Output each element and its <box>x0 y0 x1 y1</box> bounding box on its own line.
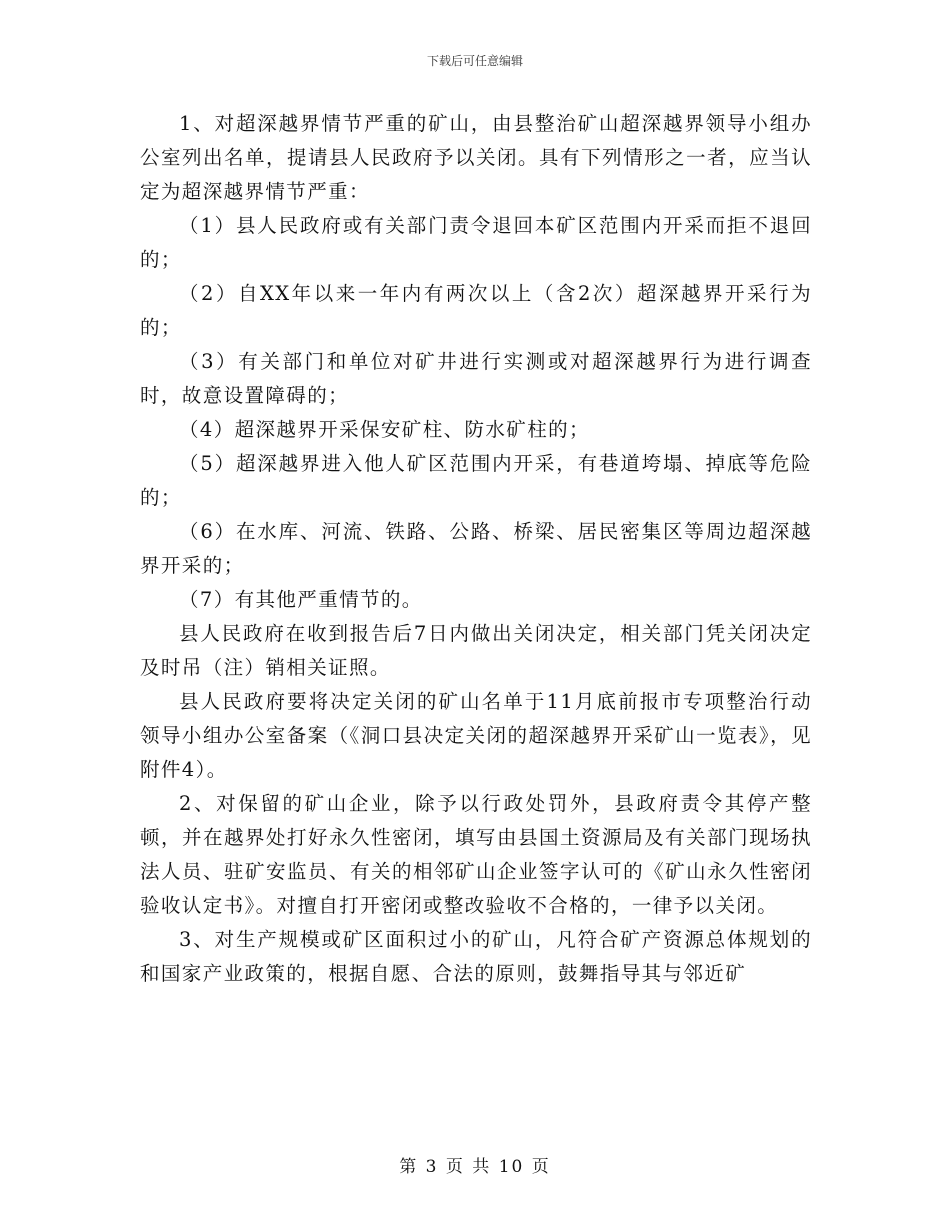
page-footer: 第 3 页 共 10 页 <box>399 1157 551 1177</box>
paragraph: （3）有关部门和单位对矿井进行实测或对超深越界行为进行调查时，故意设置障碍的； <box>140 350 812 407</box>
paragraph: 县人民政府要将决定关闭的矿山名单于11月底前报市专项整治行动领导小组办公室备案（《洞口县决定关闭的超深越界开采矿山一览表》，见附件4）。 <box>140 690 812 781</box>
paragraph: （2）自XX年以来一年内有两次以上（含2次）超深越界开采行为的； <box>140 282 812 339</box>
paragraph: 3、对生产规模或矿区面积过小的矿山，凡符合矿产资源总体规划的和国家产业政策的，根据自愿、合法的原则，鼓舞指导其与邻近矿 <box>140 928 812 985</box>
paragraph: （7）有其他严重情节的。 <box>179 588 423 611</box>
paragraph: （4）超深越界开采保安矿柱、防水矿柱的； <box>179 418 590 441</box>
paragraph: （6）在水库、河流、铁路、公路、桥梁、居民密集区等周边超深越界开采的； <box>140 520 812 577</box>
document-body <box>140 107 812 991</box>
paragraph: （5）超深越界进入他人矿区范围内开采，有巷道垮塌、掉底等危险的； <box>140 452 812 509</box>
page-header: 下载后可任意编辑 <box>426 54 523 68</box>
paragraph: 1、对超深越界情节严重的矿山，由县整治矿山超深越界领导小组办公室列出名单，提请县人民政府予以关闭。具有下列情形之一者，应当认定为超深越界情节严重： <box>140 112 812 203</box>
paragraph: （1）县人民政府或有关部门责令退回本矿区范围内开采而拒不退回的； <box>140 214 812 271</box>
paragraph: 2、对保留的矿山企业，除予以行政处罚外，县政府责令其停产整顿，并在越界处打好永久性密闭，填写由县国土资源局及有关部门现场执法人员、驻矿安监员、有关的相邻矿山企业签字认可的《矿山永久性密闭验收认定书》。对擅自打开密闭或整改验收不合格的，一律予以关闭。 <box>140 792 812 917</box>
paragraph: 县人民政府在收到报告后7日内做出关闭决定，相关部门凭关闭决定及时吊（注）销相关证照。 <box>140 622 812 679</box>
